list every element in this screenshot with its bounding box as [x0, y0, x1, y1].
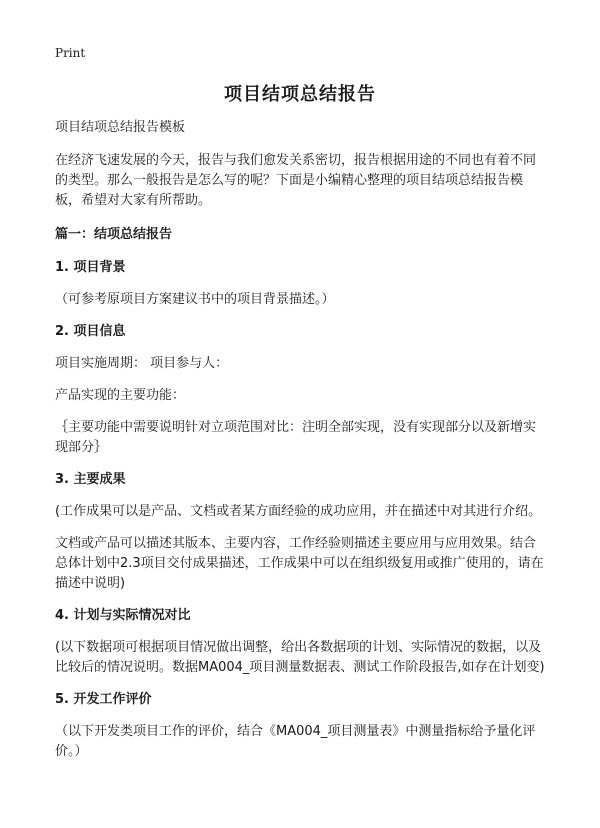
intro-paragraph: 在经济飞速发展的今天，报告与我们愈发关系密切，报告根据用途的不同也有着不同的类型。那么一般报告是怎么写的呢？下面是小编精心整理的项目结项总结报告模板，希望对大家有所帮助。	[55, 153, 537, 208]
document-subtitle: 项目结项总结报告模板	[55, 120, 186, 135]
section-paragraph: （可参考原项目方案建议书中的项目背景描述。）	[55, 292, 335, 307]
section-paragraph: 文档或产品可以描述其版本、主要内容，工作经验则描述主要应用与应用效果。结合总体计划中2.3项目交付成果描述，工作成果中可以在组织级复用或推广使用的，请在描述中说明)	[55, 536, 544, 591]
section-paragraph: 项目实施周期： 项目参与人：	[55, 356, 229, 371]
section-paragraph: (工作成果可以是产品、文档或者某方面经验的成功应用，并在描述中对其进行介绍。	[55, 504, 542, 519]
document-title: 项目结项总结报告	[224, 84, 376, 105]
section-paragraph: （以下开发类项目工作的评价，结合《MA004_项目测量表》中测量指标给予量化评价。）	[55, 724, 536, 759]
part-heading: 篇一：结项总结报告	[55, 227, 173, 242]
document-body	[55, 118, 547, 774]
section-heading: 3. 主要成果	[55, 472, 126, 487]
section-heading: 5. 开发工作评价	[55, 692, 152, 707]
section-heading: 1. 项目背景	[55, 260, 126, 275]
section-heading: 2. 项目信息	[55, 324, 126, 339]
section-paragraph: (以下数据项可根据项目情况做出调整，给出各数据项的计划、实际情况的数据，以及比较后的情况说明。数据MA004_项目测量数据表、测试工作阶段报告,如存在计划变)	[55, 640, 545, 675]
section-paragraph: ｛主要功能中需要说明针对立项范围对比：注明全部实现，没有实现部分以及新增实现部分｝	[55, 420, 537, 455]
print-link[interactable]: Print	[55, 46, 86, 60]
section-heading: 4. 计划与实际情况对比	[55, 608, 191, 623]
section-paragraph: 产品实现的主要功能：	[55, 388, 186, 403]
